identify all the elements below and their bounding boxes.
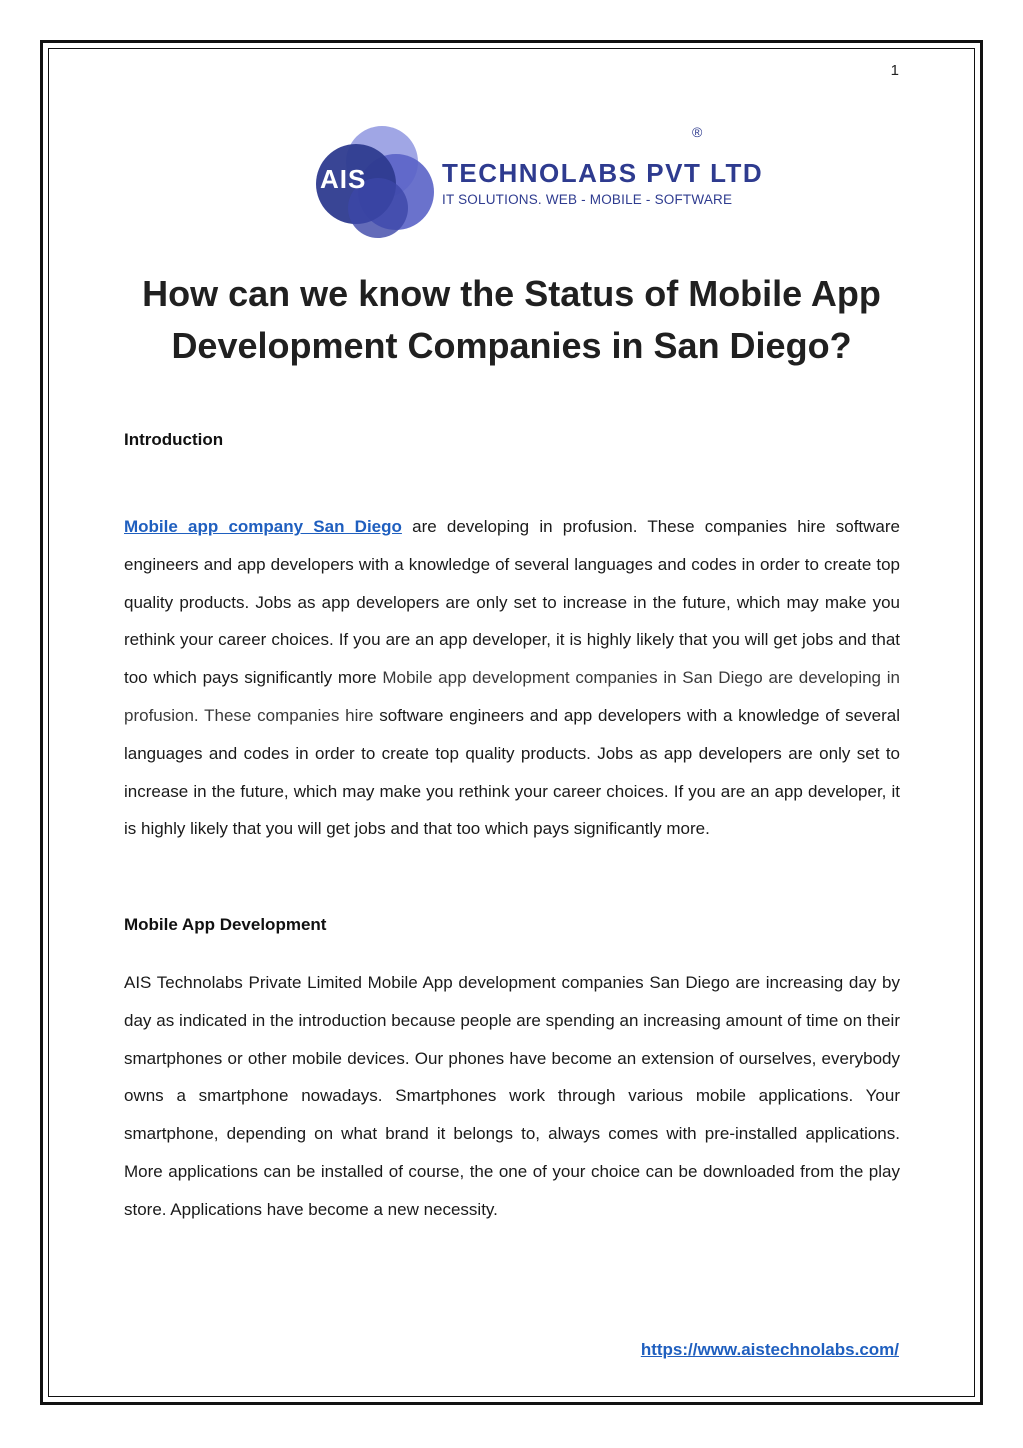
- logo-ais-mark: AIS: [320, 164, 367, 194]
- introduction-paragraph: [124, 508, 900, 848]
- logo-tagline: IT SOLUTIONS. WEB - MOBILE - SOFTWARE: [442, 192, 733, 207]
- logo-company-name: TECHNOLABS PVT LTD: [442, 158, 764, 188]
- intro-text-muted: Mobile app development companies in San Diego are developing in profusion. These companies hire: [124, 668, 900, 725]
- mobile-app-development-heading: Mobile App Development: [124, 915, 327, 934]
- footer-website-link[interactable]: https://www.aistechnolabs.com/: [640, 1340, 899, 1359]
- page-title: How can we know the Status of Mobile App Development Companies in San Diego?: [142, 273, 881, 366]
- company-logo: [316, 122, 764, 242]
- registered-mark: ®: [692, 124, 703, 140]
- page-number: 1: [890, 62, 899, 79]
- mobile-app-company-link[interactable]: Mobile app company San Diego: [124, 517, 402, 536]
- introduction-heading: Introduction: [124, 430, 224, 449]
- intro-text-2: software engineers and app developers with a knowledge of several languages and codes in order to create top quality products. Jobs as app developers are only set to increase in the future, which may make you rethink your career choices. If you are an app developer, it is highly likely that you will get jobs and that too which pays significantly more.: [124, 705, 900, 839]
- intro-text-1: are developing in profusion. These companies hire software engineers and app developers with a knowledge of several languages and codes in order to create top quality products. Jobs as app developers are only set to increase in the future, which may make you rethink your career choices. If you are an app developer, it is highly likely that you will get jobs and that too which pays significantly more: [124, 517, 901, 688]
- mobile-app-development-paragraph: AIS Technolabs Private Limited Mobile App development companies San Diego are increasing day by day as indicated in the introduction because people are spending an increasing amount of time on their smartphones or other mobile devices. Our phones have become an extension of ourselves, everybody owns a smartphone nowadays. Smartphones work through various mobile applications. Your smartphone, depending on what brand it belongs to, always comes with pre-installed applications. More applications can be installed of course, the one of your choice can be downloaded from the play store. Applications have become a new necessity.: [124, 973, 900, 1219]
